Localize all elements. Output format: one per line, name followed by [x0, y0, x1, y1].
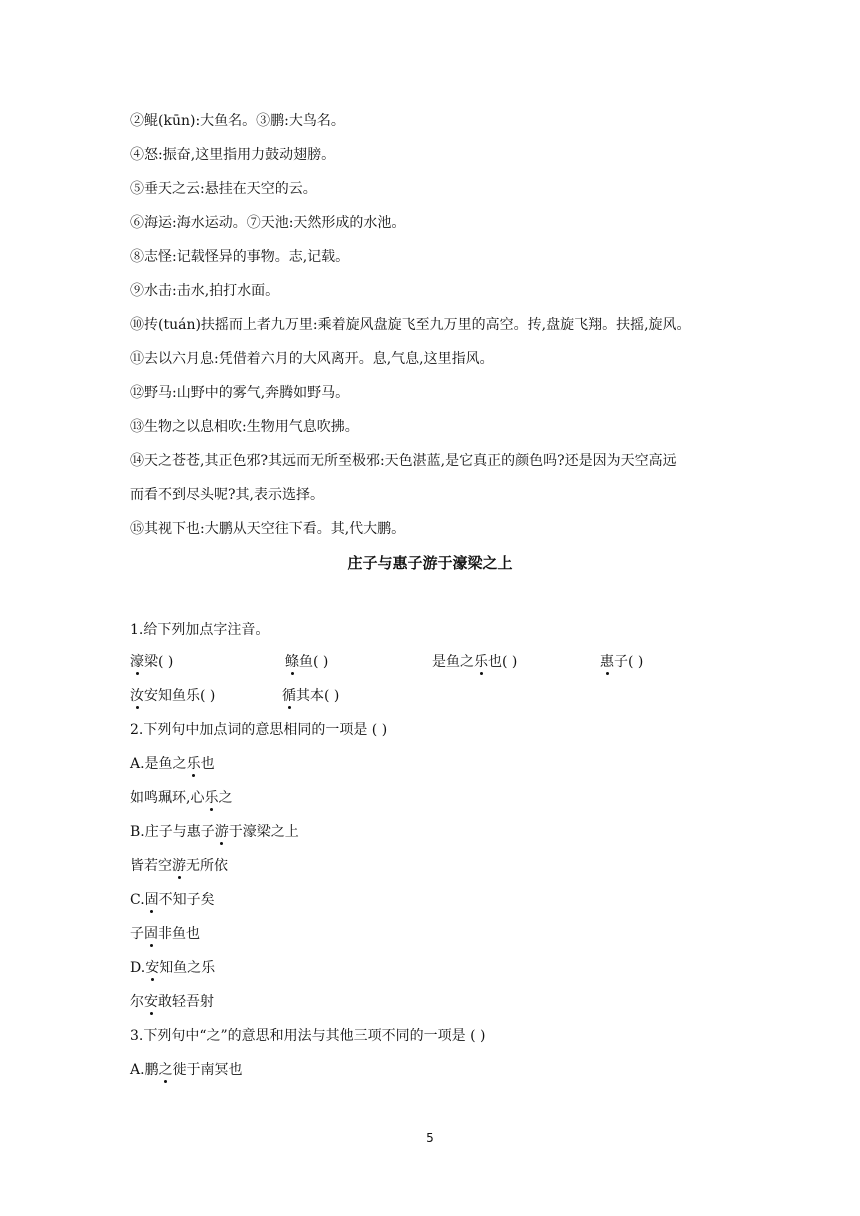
- note-2-3: ②鲲(kūn):大鱼名。③鹏:大鸟名。: [130, 113, 345, 129]
- q2-option-b-compare: 皆若空游无所依: [130, 858, 228, 874]
- dotted-char: 乐: [204, 790, 219, 806]
- dotted-char: 汝: [130, 688, 144, 704]
- page-number: 5: [426, 1131, 434, 1145]
- dotted-char: 循: [282, 688, 296, 704]
- dotted-char: 安: [145, 960, 160, 976]
- dotted-char: 鲦: [285, 654, 299, 670]
- note-11: ⑪去以六月息:凭借着六月的大风离开。息,气息,这里指风。: [130, 351, 494, 367]
- note-5: ⑤垂天之云:悬挂在天空的云。: [130, 181, 317, 197]
- dotted-char: 之: [158, 1062, 173, 1078]
- q3-option-a: A.鹏之徙于南冥也: [130, 1062, 243, 1078]
- note-4: ④怒:振奋,这里指用力鼓动翅膀。: [130, 147, 336, 163]
- note-14: ⑭天之苍苍,其正色邪?其远而无所至极邪:天色湛蓝,是它真正的颜色吗?还是因为天空高远: [130, 453, 677, 469]
- note-12: ⑫野马:山野中的雾气,奔腾如野马。: [130, 385, 350, 401]
- q1-item-6: 循其本( ): [282, 688, 340, 704]
- dotted-char: 游: [172, 858, 186, 874]
- q1-item-5: 汝安知鱼乐( ): [130, 688, 216, 704]
- q2-option-c-compare: 子固非鱼也: [130, 926, 200, 942]
- note-9: ⑨水击:击水,拍打水面。: [130, 283, 280, 299]
- q2-option-d: D.安知鱼之乐: [130, 960, 216, 976]
- note-8: ⑧志怪:记载怪异的事物。志,记载。: [130, 249, 350, 265]
- q1-item-3: 是鱼之乐也( ): [432, 654, 518, 670]
- note-10: ⑩抟(tuán)扶摇而上者九万里:乘着旋风盘旋飞至九万里的高空。抟,盘旋飞翔。扶摇,旋风。: [130, 317, 691, 333]
- dotted-char: 游: [214, 824, 229, 840]
- dotted-char: 濠: [130, 654, 144, 670]
- dotted-char: 乐: [186, 756, 201, 772]
- dotted-char: 乐: [474, 654, 488, 670]
- q1-item-4: 惠子( ): [600, 654, 644, 670]
- question-3-stem: 3.下列句中“之”的意思和用法与其他三项不同的一项是 ( ): [130, 1028, 486, 1044]
- q2-option-b: B.庄子与惠子游于濠梁之上: [130, 824, 299, 840]
- dotted-char: 惠: [600, 654, 614, 670]
- note-6-7: ⑥海运:海水运动。⑦天池:天然形成的水池。: [130, 215, 406, 231]
- dotted-char: 安: [144, 994, 158, 1010]
- dotted-char: 固: [144, 892, 159, 908]
- question-2-stem: 2.下列句中加点词的意思相同的一项是 ( ): [130, 722, 388, 738]
- note-13: ⑬生物之以息相吹:生物用气息吹拂。: [130, 419, 359, 435]
- q2-option-a-compare: 如鸣珮环,心乐之: [130, 790, 233, 806]
- section-title: 庄子与惠子游于濠梁之上: [347, 554, 513, 572]
- q2-option-a: A.是鱼之乐也: [130, 756, 215, 772]
- q1-item-2: 鲦鱼( ): [285, 654, 329, 670]
- q2-option-d-compare: 尔安敢轻吾射: [130, 994, 214, 1010]
- note-14-continued: 而看不到尽头呢?其,表示选择。: [130, 487, 324, 503]
- question-1-stem: 1.给下列加点字注音。: [130, 622, 270, 638]
- q1-item-1: 濠梁( ): [130, 654, 174, 670]
- q2-option-c: C.固不知子矣: [130, 892, 215, 908]
- note-15: ⑮其视下也:大鹏从天空往下看。其,代大鹏。: [130, 521, 406, 537]
- dotted-char: 固: [144, 926, 158, 942]
